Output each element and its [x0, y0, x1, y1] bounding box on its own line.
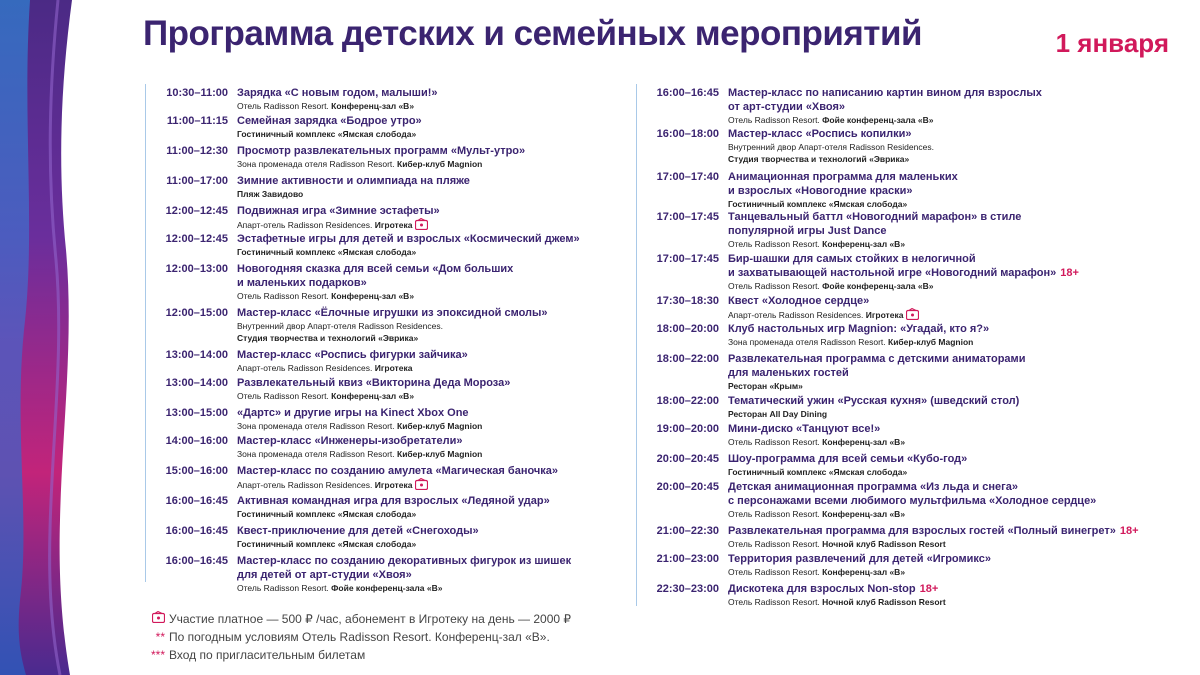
event-title-text: Клуб настольных игр Magnion: «Угадай, кто я?»: [728, 323, 990, 335]
venue-hall: Конференц-зал «В»: [331, 391, 415, 401]
footnote-mark: **: [155, 630, 165, 644]
event-title-text: Мастер-класс по написанию картин вином для взрослых: [728, 87, 1042, 99]
schedule-item: [146, 494, 550, 520]
schedule-item: [637, 394, 1019, 420]
event-time: 18:00–22:00: [656, 395, 719, 407]
event-title: [237, 204, 440, 218]
event-title-text: Мастер-класс «Ёлочные игрушки из эпоксидной смолы»: [237, 307, 548, 319]
event-title: [728, 480, 1096, 494]
event-time: 17:00–17:40: [656, 171, 719, 183]
venue-hall: Кибер-клуб Magnion: [397, 449, 483, 459]
venue-hall: Гостиничный комплекс «Ямская слобода»: [728, 467, 908, 477]
event-title: [237, 568, 571, 582]
venue-hall: Гостиничный комплекс «Ямская слобода»: [728, 199, 908, 209]
venue-hall: Пляж Завидово: [237, 189, 304, 199]
event-time: 17:30–18:30: [656, 295, 719, 307]
event-venue: [728, 308, 919, 323]
venue-place: Отель Radisson Resort.: [237, 583, 332, 593]
event-info: [228, 114, 422, 140]
venue-place: Зона променада отеля Radisson Resort.: [237, 159, 398, 169]
venue-place: Отель Radisson Resort.: [237, 291, 332, 301]
event-title-text: Развлекательная программа для взрослых гостей «Полный винегрет»: [728, 525, 1116, 537]
venue-hall: Игротека: [865, 309, 904, 320]
event-time: 21:00–22:30: [656, 525, 719, 537]
footnote-text: Вход по пригласительным билетам: [169, 648, 366, 662]
event-title: [728, 224, 1021, 238]
venue-place: Апарт-отель Radisson Residences.: [728, 309, 866, 320]
event-time: 16:00–18:00: [656, 128, 719, 140]
event-venue: [237, 100, 438, 112]
age-badge: 18+: [919, 583, 939, 595]
schedule-item: [146, 406, 482, 432]
schedule-item: [637, 452, 967, 478]
venue-hall: Гостиничный комплекс «Ямская слобода»: [237, 129, 417, 139]
event-venue: [237, 420, 482, 432]
event-time: 14:00–16:00: [165, 435, 228, 447]
event-venue: [237, 390, 510, 402]
schedule-item: [146, 114, 422, 140]
venue-place: Отель Radisson Resort.: [728, 239, 823, 249]
event-time: 20:00–20:45: [656, 453, 719, 465]
event-venue: [237, 128, 422, 140]
venue-place: Зона променада отеля Radisson Resort.: [237, 421, 398, 431]
event-info: [228, 554, 571, 594]
event-title-text: Мастер-класс «Роспись фигурки зайчика»: [237, 349, 468, 361]
event-title: [237, 406, 482, 420]
schedule-item: [146, 348, 468, 374]
schedule-item: [146, 524, 479, 550]
age-badge: 18+: [1060, 267, 1079, 279]
event-time: 12:00–13:00: [165, 263, 228, 275]
venue-hall: Гостиничный комплекс «Ямская слобода»: [237, 247, 417, 257]
event-time: 22:30–23:00: [656, 583, 719, 595]
event-info: [719, 252, 1079, 292]
schedule-item: [637, 170, 958, 210]
venue-hall: Игротека: [374, 219, 413, 230]
event-info: [228, 348, 468, 374]
event-info: [228, 232, 580, 258]
event-title: [237, 262, 513, 276]
event-title: [728, 352, 1025, 366]
event-venue: [728, 336, 989, 348]
event-info: [228, 434, 482, 460]
event-info: [228, 144, 525, 170]
event-time: 21:00–23:00: [656, 553, 719, 565]
event-title: [728, 252, 1079, 266]
event-info: [228, 376, 510, 402]
event-time: 12:00–12:45: [165, 205, 228, 217]
event-venue: [728, 114, 1042, 126]
event-info: [228, 524, 479, 550]
venue-hall: Конференц-зал «В»: [822, 437, 906, 447]
event-time: 16:00–16:45: [656, 87, 719, 99]
event-title-text: для маленьких гостей: [728, 367, 849, 379]
event-title-text: Новогодняя сказка для всей семьи «Дом больших: [237, 263, 514, 275]
event-title: [728, 184, 958, 198]
event-title: [728, 552, 991, 566]
event-venue: [237, 246, 580, 258]
footnotes: [143, 610, 571, 664]
event-title-text: Активная командная игра для взрослых «Ледяной удар»: [237, 495, 550, 507]
event-time: 18:00–20:00: [656, 323, 719, 335]
schedule-item: [146, 376, 510, 402]
event-info: [719, 86, 1042, 126]
venue-place: Отель Radisson Resort.: [728, 509, 823, 519]
venue-hall: Конференц-зал «В»: [822, 567, 906, 577]
venue-hall: Гостиничный комплекс «Ямская слобода»: [237, 539, 417, 549]
event-info: [719, 394, 1019, 420]
event-title-text: Семейная зарядка «Бодрое утро»: [237, 115, 422, 127]
footnote-text: По погодным условиям Отель Radisson Resort. Конференц-зал «В».: [169, 630, 550, 644]
event-venue-detail: Студия творчества и технологий «Эврика»: [728, 154, 910, 164]
event-time: 10:30–11:00: [166, 87, 228, 99]
schedule-item: [146, 554, 571, 594]
schedule-item: [146, 232, 580, 258]
event-title: [728, 452, 967, 466]
schedule-item: [146, 174, 470, 200]
event-info: [719, 322, 989, 348]
event-title-text: Эстафетные игры для детей и взрослых «Космический джем»: [237, 233, 580, 245]
event-title-text: Мастер-класс по созданию амулета «Магическая баночка»: [237, 465, 559, 477]
event-info: [719, 127, 934, 165]
event-title-text: с персонажами всеми любимого мультфильма «Холодное сердце»: [728, 495, 1097, 507]
venue-hall: Игротека: [374, 363, 413, 373]
venue-place: Отель Radisson Resort.: [728, 115, 823, 125]
venue-hall: Конференц-зал «В»: [331, 291, 415, 301]
event-info: [719, 452, 967, 478]
event-title: [728, 170, 958, 184]
event-title-text: Квест «Холодное сердце»: [728, 295, 870, 307]
footnote-text: Участие платное — 500 ₽ /час, абонемент в Игротеку на день — 2000 ₽: [169, 612, 572, 626]
venue-hall: Игротека: [374, 479, 413, 490]
event-title-text: Мастер-класс по созданию декоративных фигурок из шишек: [237, 555, 572, 567]
venue-place: Отель Radisson Resort.: [728, 597, 823, 607]
event-info: [719, 524, 1139, 550]
event-venue-detail: Студия творчества и технологий «Эврика»: [237, 333, 419, 343]
event-title: [237, 86, 438, 100]
ticket-icon: [415, 478, 428, 493]
event-title: [237, 348, 468, 362]
event-time: 17:00–17:45: [656, 211, 719, 223]
event-venue: [237, 538, 479, 550]
event-title: [237, 144, 525, 158]
event-title: [728, 494, 1096, 508]
event-venue: [237, 448, 482, 460]
event-title: [237, 434, 482, 448]
event-time: 20:00–20:45: [656, 481, 719, 493]
event-venue: [237, 508, 550, 520]
event-title: [237, 232, 580, 246]
event-date: 1 января: [1055, 28, 1169, 58]
ticket-icon: [143, 610, 165, 628]
footnote-mark: ***: [150, 648, 165, 662]
event-title: [728, 210, 1021, 224]
event-time: 16:00–16:45: [165, 525, 228, 537]
event-title: [728, 582, 946, 596]
event-title-text: Территория развлечений для детей «Игромикс»: [728, 553, 991, 565]
event-title-text: Мини-диско «Танцуют все!»: [728, 423, 881, 435]
schedule-item: [146, 434, 482, 460]
event-title: [237, 554, 571, 568]
event-title-text: Мастер-класс «Роспись копилки»: [728, 128, 912, 140]
event-title: [728, 322, 989, 336]
venue-place: Внутренний двор Апарт-отеля Radisson Residences.: [237, 321, 443, 331]
schedule-item: [146, 86, 438, 112]
venue-place: Апарт-отель Radisson Residences.: [237, 363, 375, 373]
event-venue: [728, 466, 967, 478]
event-venue: [237, 478, 558, 493]
event-title-text: Дискотека для взрослых Non-stop: [728, 583, 916, 595]
event-info: [228, 494, 550, 520]
venue-place: Отель Radisson Resort.: [728, 567, 823, 577]
schedule-item: [637, 582, 946, 608]
event-info: [719, 170, 958, 210]
age-badge: 18+: [1119, 525, 1139, 537]
event-title-text: Зимние активности и олимпиада на пляже: [237, 175, 470, 187]
event-info: [719, 294, 919, 323]
event-title: [728, 366, 1025, 380]
event-info: [228, 262, 513, 302]
schedule-item: [637, 127, 934, 165]
venue-hall: Кибер-клуб Magnion: [397, 159, 483, 169]
event-title-text: Квест-приключение для детей «Снегоходы»: [237, 525, 479, 537]
schedule-item: [637, 86, 1042, 126]
ticket-icon: [415, 218, 428, 233]
venue-place: Отель Radisson Resort.: [728, 539, 823, 549]
event-venue: [728, 380, 1025, 392]
event-title-text: Мастер-класс «Инженеры-изобретатели»: [237, 435, 463, 447]
venue-hall: Ресторан All Day Dining: [728, 409, 828, 419]
event-title: [728, 127, 934, 141]
event-time: 15:00–16:00: [165, 465, 228, 477]
event-venue: [728, 280, 1079, 292]
footnote: [143, 646, 571, 664]
event-info: [228, 204, 440, 233]
event-title-text: Развлекательная программа с детскими аниматорами: [728, 353, 1026, 365]
venue-hall: Фойе конференц-зала «В»: [822, 115, 934, 125]
event-title: [237, 464, 558, 478]
venue-hall: Гостиничный комплекс «Ямская слобода»: [237, 509, 417, 519]
decorative-side-ribbon: [0, 0, 80, 675]
event-venue: [237, 158, 525, 170]
event-venue: [237, 290, 513, 302]
schedule-item: [637, 480, 1096, 520]
event-venue: [237, 320, 548, 332]
event-title-text: от арт-студии «Хвоя»: [728, 101, 845, 113]
event-title: [728, 100, 1042, 114]
venue-place: Отель Radisson Resort.: [237, 391, 332, 401]
event-title-text: и захватывающей настольной игре «Новогодний марафон»: [728, 267, 1057, 279]
event-title-text: для детей от арт-студии «Хвоя»: [237, 569, 412, 581]
event-title-text: Зарядка «С новым годом, малыши!»: [237, 87, 438, 99]
event-title-text: Тематический ужин «Русская кухня» (шведский стол): [728, 395, 1020, 407]
page-title: Программа детских и семейных мероприятий: [143, 14, 922, 53]
event-venue: [728, 238, 1021, 250]
schedule-item: [146, 464, 558, 493]
event-info: [719, 352, 1025, 392]
venue-hall: Фойе конференц-зала «В»: [822, 281, 934, 291]
event-venue: [728, 198, 958, 210]
event-venue: [728, 141, 934, 153]
schedule-item: [637, 552, 991, 578]
venue-hall: Конференц-зал «В»: [331, 101, 415, 111]
event-info: [719, 210, 1021, 250]
event-info: [228, 464, 558, 493]
schedule-column-left: [145, 84, 601, 593]
event-title: [728, 422, 905, 436]
venue-place: Апарт-отель Radisson Residences.: [237, 219, 375, 230]
venue-place: Апарт-отель Radisson Residences.: [237, 479, 375, 490]
event-time: 11:00–12:30: [166, 145, 228, 157]
event-venue: [728, 566, 991, 578]
venue-hall: Конференц-зал «В»: [822, 239, 906, 249]
event-venue: [728, 538, 1139, 550]
event-time: 12:00–15:00: [165, 307, 228, 319]
schedule-item: [637, 294, 919, 323]
venue-hall: Кибер-клуб Magnion: [888, 337, 974, 347]
schedule-item: [146, 262, 513, 302]
event-title: [237, 524, 479, 538]
event-title-text: Подвижная игра «Зимние эстафеты»: [237, 205, 440, 217]
event-title-text: Танцевальный баттл «Новогодний марафон» в стиле: [728, 211, 1022, 223]
schedule-item: [146, 144, 525, 170]
event-title-text: популярной игры Just Dance: [728, 225, 887, 237]
event-time: 13:00–14:00: [165, 349, 228, 361]
event-title: [237, 306, 548, 320]
event-title-text: Шоу-программа для всей семьи «Кубо-год»: [728, 453, 968, 465]
schedule-item: [146, 204, 440, 233]
event-venue: [728, 408, 1019, 420]
schedule-item: [146, 306, 548, 344]
event-venue: [237, 582, 571, 594]
event-venue: [728, 508, 1096, 520]
event-title: [237, 174, 470, 188]
event-info: [228, 406, 482, 432]
venue-place: Отель Radisson Resort.: [237, 101, 332, 111]
event-title: [237, 276, 513, 290]
schedule-item: [637, 210, 1021, 250]
event-time: 13:00–14:00: [165, 377, 228, 389]
venue-place: Зона променада отеля Radisson Resort.: [728, 337, 889, 347]
event-time: 18:00–22:00: [656, 353, 719, 365]
event-time: 16:00–16:45: [165, 495, 228, 507]
event-venue: [728, 596, 946, 608]
event-info: [719, 422, 905, 448]
ticket-icon: [906, 308, 919, 323]
venue-place: Отель Radisson Resort.: [728, 281, 823, 291]
event-venue: [237, 218, 440, 233]
event-time: 11:00–17:00: [166, 175, 228, 187]
event-time: 11:00–11:15: [166, 115, 228, 127]
event-venue: [237, 362, 468, 374]
event-title: [728, 294, 919, 308]
venue-place: Зона променада отеля Radisson Resort.: [237, 449, 398, 459]
event-info: [228, 306, 548, 344]
schedule-column-right: [636, 84, 1177, 606]
event-title-text: Бир-шашки для самых стойких в нелогичной: [728, 253, 976, 265]
schedule-item: [637, 322, 989, 348]
event-time: 13:00–15:00: [165, 407, 228, 419]
event-info: [228, 86, 438, 112]
event-title: [237, 376, 510, 390]
event-info: [719, 480, 1096, 520]
event-title-text: Развлекательный квиз «Викторина Деда Мороза»: [237, 377, 511, 389]
event-title-text: Анимационная программа для маленьких: [728, 171, 958, 183]
event-title-text: и маленьких подарков»: [237, 277, 367, 289]
event-info: [228, 174, 470, 200]
footnote: [143, 628, 571, 646]
event-title: [237, 494, 550, 508]
footnote: [143, 610, 571, 628]
venue-hall: Ресторан «Крым»: [728, 381, 803, 391]
event-title: [237, 114, 422, 128]
schedule-item: [637, 422, 905, 448]
venue-hall: Конференц-зал «В»: [822, 509, 906, 519]
event-title-text: «Дартс» и другие игры на Kinect Xbox One: [237, 407, 469, 419]
event-time: 16:00–16:45: [165, 555, 228, 567]
event-info: [719, 582, 946, 608]
event-title-text: Просмотр развлекательных программ «Мульт-утро»: [237, 145, 526, 157]
venue-hall: Ночной клуб Radisson Resort: [822, 539, 946, 549]
event-time: 19:00–20:00: [656, 423, 719, 435]
event-venue: [728, 436, 905, 448]
event-title: [728, 394, 1019, 408]
event-title: [728, 524, 1139, 538]
event-title: [728, 266, 1079, 280]
event-time: 12:00–12:45: [165, 233, 228, 245]
event-title-text: Детская анимационная программа «Из льда и снега»: [728, 481, 1018, 493]
event-title: [728, 86, 1042, 100]
venue-place: Внутренний двор Апарт-отеля Radisson Residences.: [728, 142, 934, 152]
schedule-item: [637, 252, 1079, 292]
venue-hall: Фойе конференц-зала «В»: [331, 583, 443, 593]
schedule-item: [637, 352, 1025, 392]
schedule-item: [637, 524, 1139, 550]
event-venue: [237, 188, 470, 200]
venue-hall: Ночной клуб Radisson Resort: [822, 597, 946, 607]
event-time: 17:00–17:45: [656, 253, 719, 265]
event-title-text: и взрослых «Новогодние краски»: [728, 185, 913, 197]
venue-hall: Кибер-клуб Magnion: [397, 421, 483, 431]
event-info: [719, 552, 991, 578]
venue-place: Отель Radisson Resort.: [728, 437, 823, 447]
